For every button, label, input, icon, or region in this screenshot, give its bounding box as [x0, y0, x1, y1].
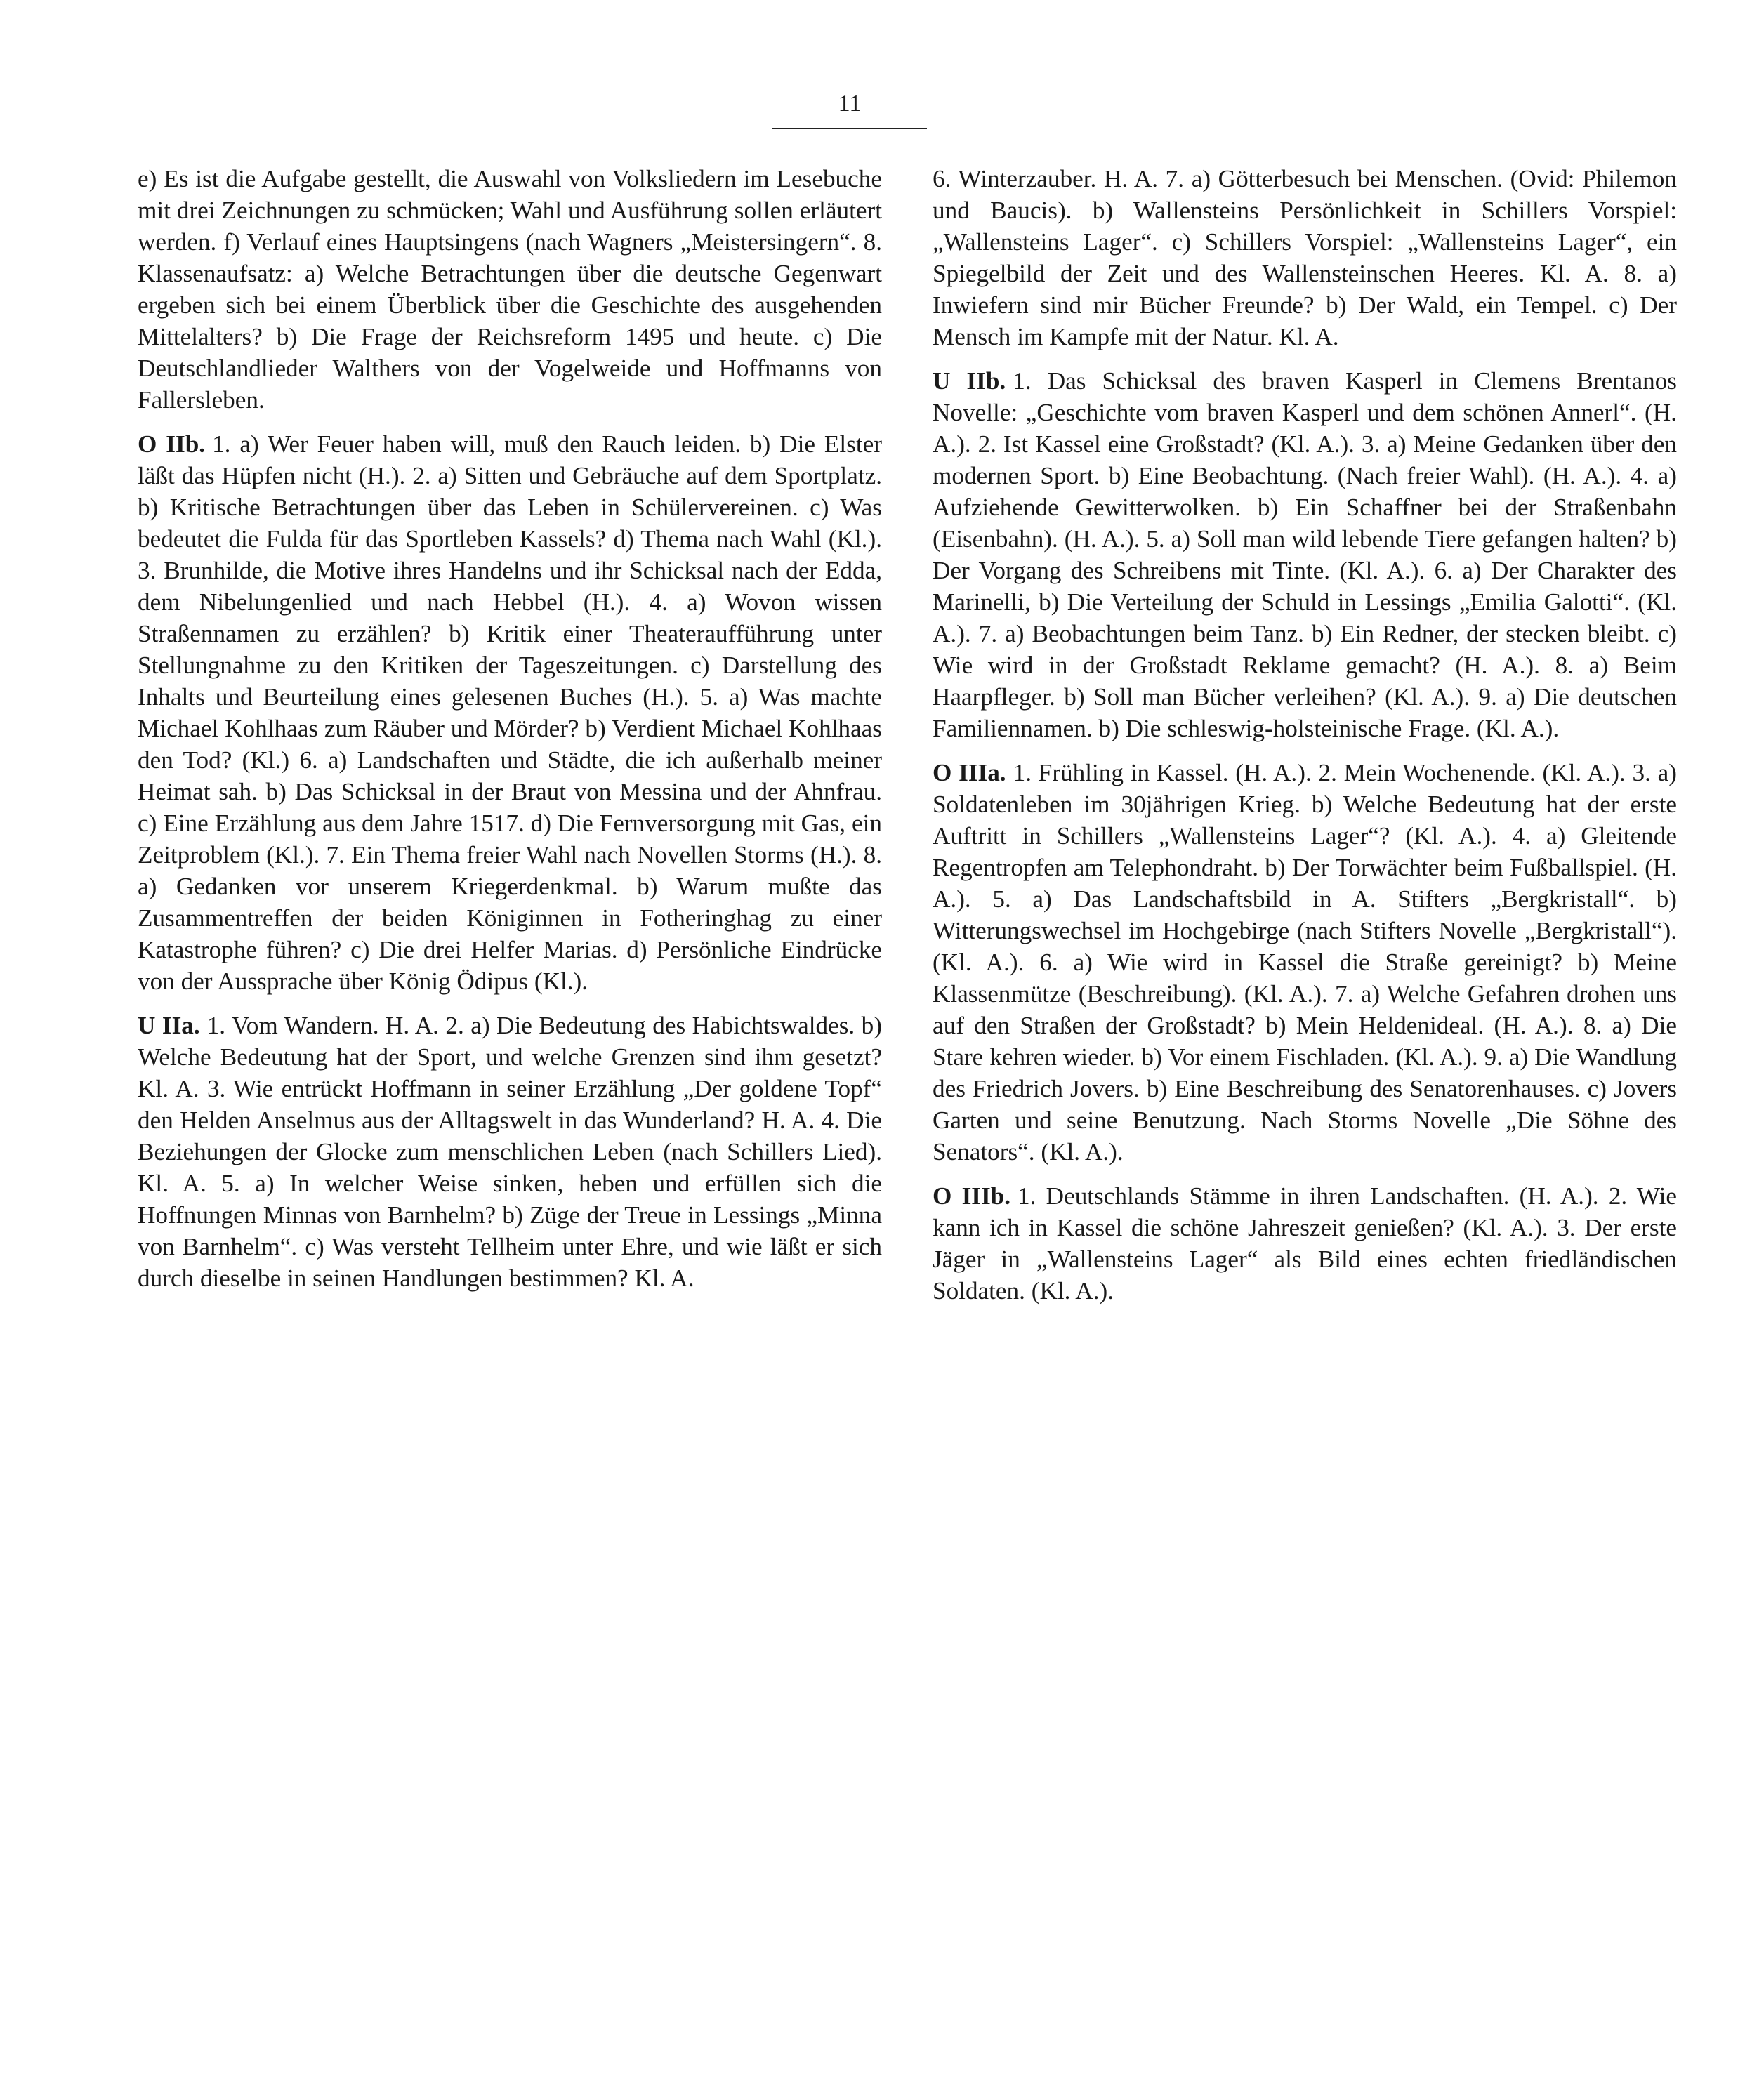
- paragraph-o-iiia: [933, 757, 1677, 1168]
- paragraph-text: 1. Vom Wandern. H. A. 2. a) Die Bedeutung des Habichtswaldes. b) Welche Bedeutung hat der Sport, und welche Grenzen sind ihm gesetzt? Kl. A. 3. Wie entrückt Hoffmann in seiner Erzählung „Der goldene Topf“ den Helden Anselmus aus der Alltagswelt in das Wunderland? H. A. 4. Die Beziehungen der Glocke zum menschlichen Leben (nach Schillers Lied). Kl. A. 5. a) In welcher Weise sinken, heben und erfüllen sich die Hoffnungen Minnas von Barnhelm? b) Züge der Treue in Lessings „Minna von Barnhelm“. c) Was versteht Tellheim unter Ehre, und wie läßt er sich durch dieselbe in seinen Handlungen bestimmen? Kl. A.: [138, 1012, 882, 1292]
- paragraph-continuation: [933, 163, 1677, 352]
- paragraph-o-iib: [138, 428, 882, 997]
- class-label: U IIb.: [933, 367, 1006, 395]
- paragraph-text: e) Es ist die Aufgabe gestellt, die Auswahl von Volksliedern im Lesebuche mit drei Zeichnungen zu schmücken; Wahl und Ausführung sollen erläutert werden. f) Verlauf eines Hauptsingens (nach Wagners „Meistersingern“. 8. Klassenaufsatz: a) Welche Betrachtungen über die deutsche Gegenwart ergeben sich bei einem Überblick über die Geschichte des ausgehenden Mittelalters? b) Die Frage der Reichsreform 1495 und heute. c) Die Deutschlandlieder Walthers von der Vogelweide und Hoffmanns von Fallersleben.: [138, 165, 882, 414]
- paragraph-text: 1. Das Schicksal des braven Kasperl in Clemens Brentanos Novelle: „Geschichte vom braven Kasperl und dem schönen Annerl“. (H. A.). 2. Ist Kassel eine Großstadt? (Kl. A.). 3. a) Meine Gedanken über den modernen Sport. b) Eine Beobachtung. (Nach freier Wahl). (H. A.). 4. a) Aufziehende Gewitterwolken. b) Ein Schaffner bei der Straßenbahn (Eisenbahn). (H. A.). 5. a) Soll man wild lebende Tiere gefangen halten? b) Der Vorgang des Schreibens mit Tinte. (Kl. A.). 6. a) Der Charakter des Marinelli, b) Die Verteilung der Schuld in Lessings „Emilia Galotti“. (Kl. A.). 7. a) Beobachtungen beim Tanz. b) Ein Redner, der stecken bleibt. c) Wie wird in der Großstadt Reklame gemacht? (H. A.). 8. a) Beim Haarpfleger. b) Soll man Bücher verleihen? (Kl. A.). 9. a) Die deutschen Familiennamen. b) Die schleswig-holsteinische Frage. (Kl. A.).: [933, 367, 1677, 742]
- class-label: U IIa.: [138, 1012, 200, 1039]
- paragraph-text: 6. Winterzauber. H. A. 7. a) Götterbesuch bei Menschen. (Ovid: Philemon und Baucis). b) Wallensteins Persönlichkeit in Schillers Vorspiel: „Wallensteins Lager“. c) Schillers Vorspiel: „Wallensteins Lager“, ein Spiegelbild der Zeit und des Wallensteinschen Heeres. Kl. A. 8. a) Inwiefern sind mir Bücher Freunde? b) Der Wald, ein Tempel. c) Der Mensch im Kampfe mit der Natur. Kl. A.: [933, 165, 1677, 350]
- paragraph-text: 1. a) Wer Feuer haben will, muß den Rauch leiden. b) Die Elster läßt das Hüpfen nicht (H.). 2. a) Sitten und Gebräuche auf dem Sportplatz. b) Kritische Betrachtungen über das Leben in Schülervereinen. c) Was bedeutet die Fulda für das Sportleben Kassels? d) Thema nach Wahl (Kl.). 3. Brunhilde, die Motive ihres Handelns und ihr Schicksal nach der Edda, dem Nibelungenlied und nach Hebbel (H.). 4. a) Wovon wissen Straßennamen zu erzählen? b) Kritik einer Theateraufführung unter Stellungnahme zu den Kritiken der Tageszeitungen. c) Darstellung des Inhalts und Beurteilung eines gelesenen Buches (H.). 5. a) Was machte Michael Kohlhaas zum Räuber und Mörder? b) Verdient Michael Kohlhaas den Tod? (Kl.) 6. a) Landschaften und Städte, die ich außerhalb meiner Heimat sah. b) Das Schicksal in der Braut von Messina und der Ahnfrau. c) Eine Erzählung aus dem Jahre 1517. d) Die Fernversorgung mit Gas, ein Zeitproblem (Kl.). 7. Ein Thema freier Wahl nach Novellen Storms (H.). 8. a) Gedanken vor unserem Kriegerdenkmal. b) Warum mußte das Zusammentreffen der beiden Königinnen in Fotheringhag zu einer Katastrophe führen? c) Die drei Helfer Marias. d) Persönliche Eindrücke von der Aussprache über König Ödipus (Kl.).: [138, 430, 882, 995]
- paragraph-u-iia: [138, 1010, 882, 1294]
- right-column: [933, 163, 1677, 1307]
- paragraph-text: 1. Frühling in Kassel. (H. A.). 2. Mein Wochenende. (Kl. A.). 3. a) Soldatenleben im 30jährigen Krieg. b) Welche Bedeutung hat der erste Auftritt in Schillers „Wallensteins Lager“? (Kl. A.). 4. a) Gleitende Regentropfen am Telephondraht. b) Der Torwächter beim Fußballspiel. (H. A.). 5. a) Das Landschaftsbild in A. Stifters „Bergkristall“. b) Witterungswechsel im Hochgebirge (nach Stifters Novelle „Bergkristall“). (Kl. A.). 6. a) Wie wird in Kassel die Straße gereinigt? b) Meine Klassenmütze (Beschreibung). (Kl. A.). 7. a) Welche Gefahren drohen uns auf den Straßen der Großstadt? b) Mein Heldenideal. (H. A.). 8. a) Die Stare kehren wieder. b) Vor einem Fischladen. (Kl. A.). 9. a) Die Wandlung des Friedrich Jovers. b) Eine Beschreibung des Senatorenhauses. c) Jovers Garten und seine Benutzung. Nach Storms Novelle „Die Söhne des Senators“. (Kl. A.).: [933, 759, 1677, 1165]
- paragraph-o-iiib: [933, 1180, 1677, 1307]
- paragraph-continuation: [138, 163, 882, 416]
- left-column: [138, 163, 882, 1294]
- page-number: 11: [772, 90, 927, 129]
- class-label: O IIb.: [138, 430, 206, 458]
- paragraph-u-iib: [933, 365, 1677, 744]
- class-label: O IIIb.: [933, 1182, 1011, 1210]
- paragraph-text: 1. Deutschlands Stämme in ihren Landschaften. (H. A.). 2. Wie kann ich in Kassel die schöne Jahreszeit genießen? (Kl. A.). 3. Der erste Jäger in „Wallensteins Lager“ als Bild eines echten friedländischen Soldaten. (Kl. A.).: [933, 1182, 1677, 1305]
- class-label: O IIIa.: [933, 759, 1006, 786]
